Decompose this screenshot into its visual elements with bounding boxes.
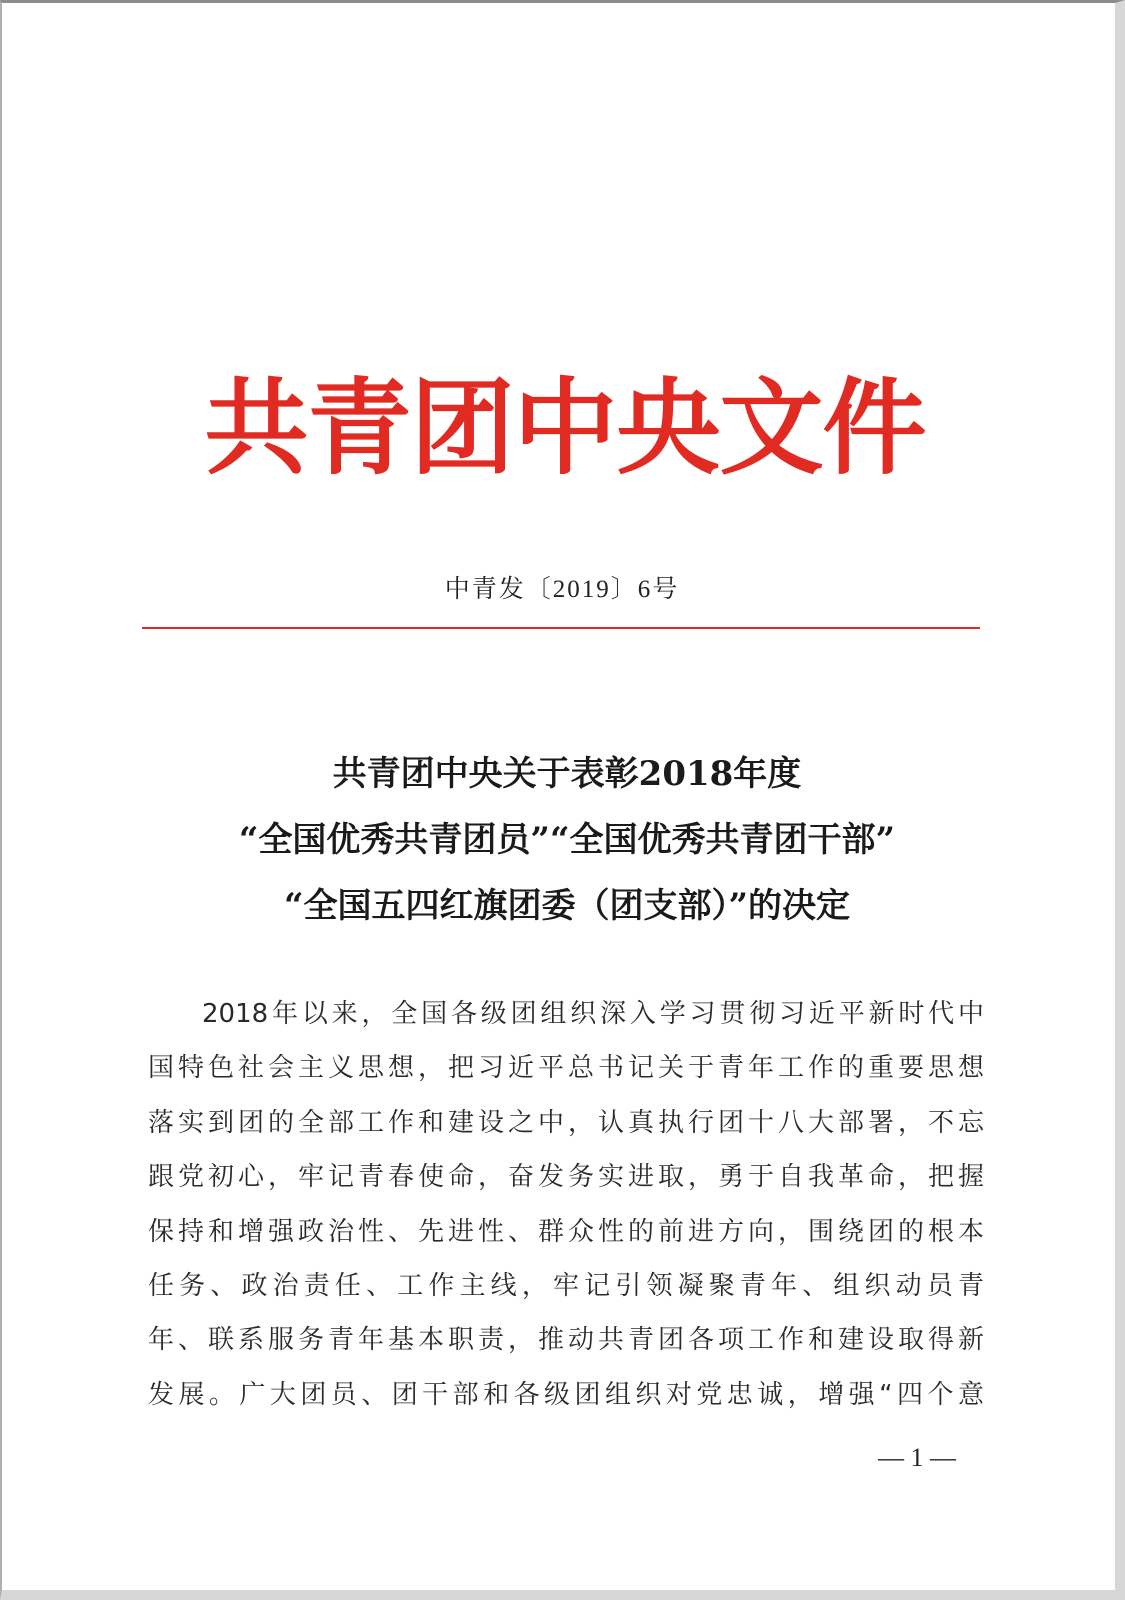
body-line: 任务、政治责任、工作主线，牢记引领凝聚青年、组织动员青 (148, 1270, 984, 1301)
body-paragraph (148, 987, 984, 1422)
title-line-3: “全国五四红旗团委（团支部）”的决定 (283, 886, 851, 926)
body-line: 落实到团的全部工作和建设之中，认真执行团十八大部署，不忘 (148, 1107, 984, 1138)
title-line-2: “全国优秀共青团员”“全国优秀共青团干部” (238, 820, 896, 860)
document-title (142, 741, 992, 939)
body-line: 2018年以来，全国各级团组织深入学习贯彻习近平新时代中 (202, 999, 984, 1029)
body-line: 年、联系服务青年基本职责，推动共青团各项工作和建设取得新 (148, 1325, 984, 1356)
document-number: 中青发〔2019〕6号 (444, 576, 680, 603)
body-line: 保持和增强政治性、先进性、群众性的前进方向，围绕团的根本 (148, 1216, 984, 1247)
title-line-1: 共青团中央关于表彰2018年度 (332, 754, 802, 794)
red-header-title: 共青团中央文件 (204, 366, 926, 489)
body-line: 跟党初心，牢记青春使命，奋发务实进取，勇于自我革命，把握 (148, 1162, 984, 1193)
page-number: — 1 — (878, 1443, 956, 1472)
body-line: 发展。广大团员、团干部和各级团组织对党忠诚，增强“四个意 (148, 1379, 984, 1410)
red-divider-line (142, 627, 980, 629)
body-line: 国特色社会主义思想，把习近平总书记关于青年工作的重要思想 (148, 1053, 984, 1084)
